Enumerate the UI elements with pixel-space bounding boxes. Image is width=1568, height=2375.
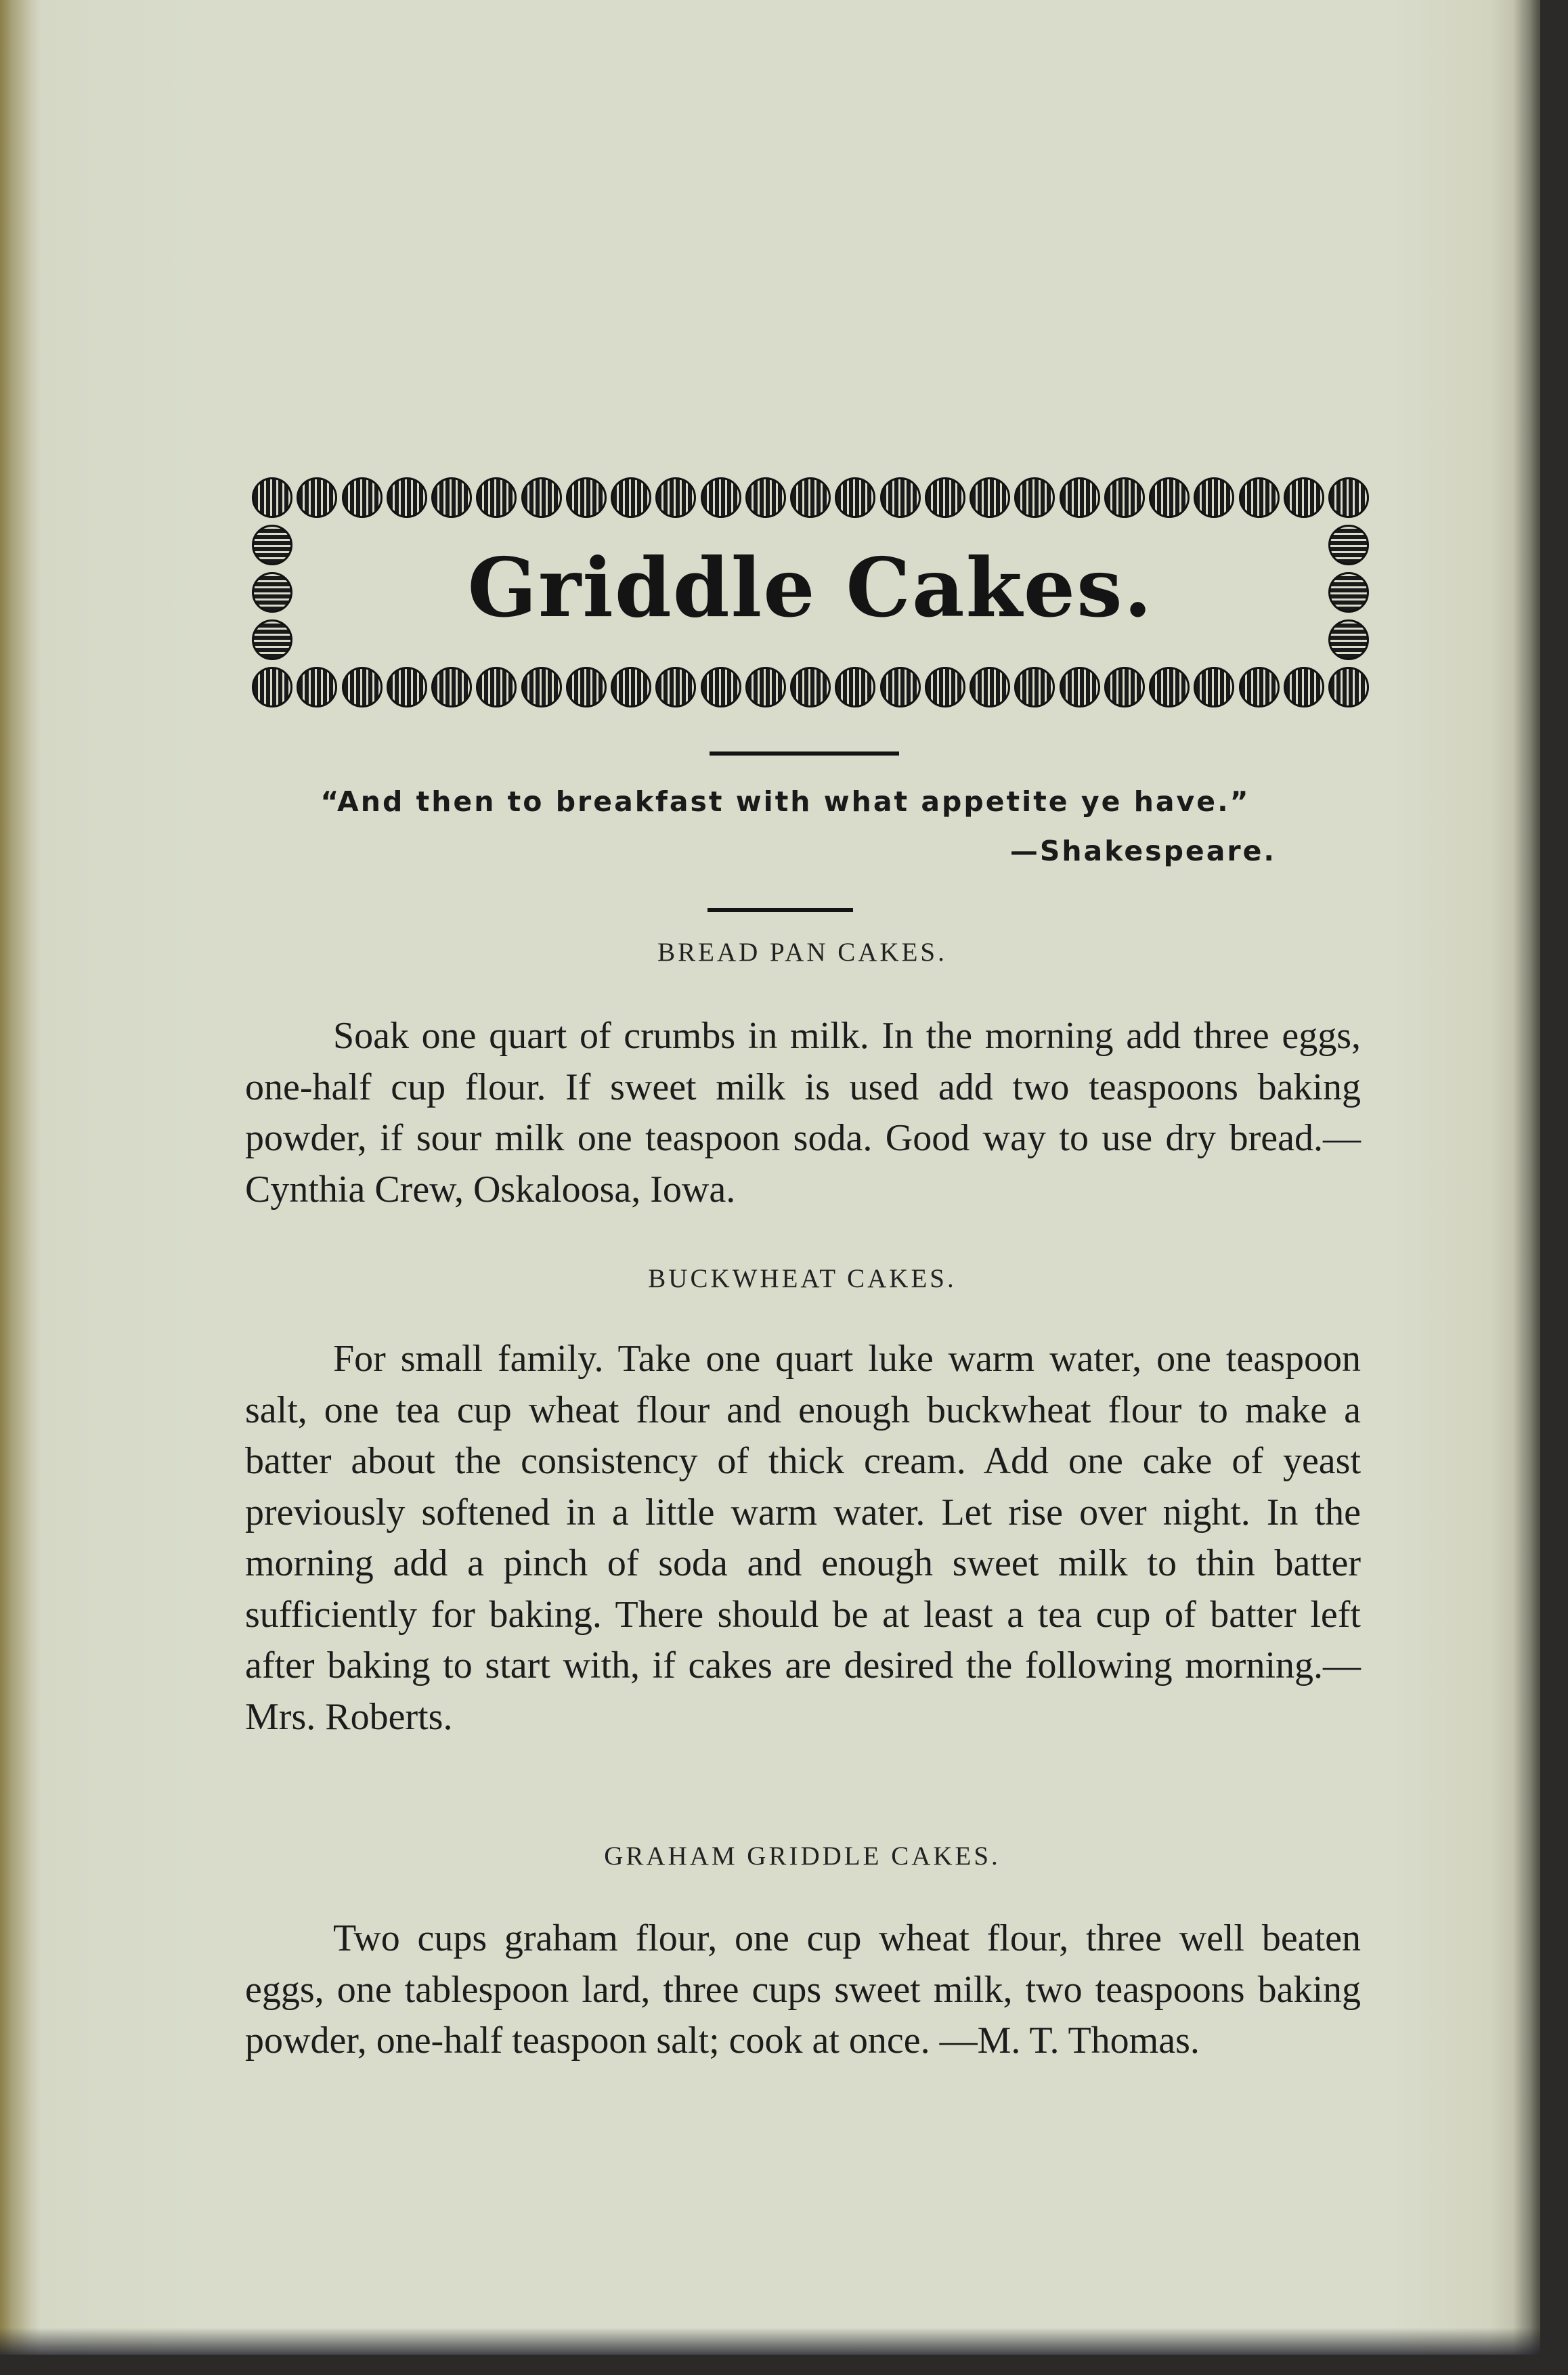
ornament-shell-icon <box>970 667 1010 707</box>
ornament-shell-icon <box>701 477 741 518</box>
ornament-shell-icon <box>701 667 741 707</box>
ornament-shell-icon <box>1194 477 1234 518</box>
ornament-shell-icon <box>880 667 921 707</box>
ornament-shell-icon <box>970 477 1010 518</box>
ornament-shell-icon <box>655 477 696 518</box>
ornament-shell-icon <box>1149 477 1190 518</box>
ornament-shell-icon <box>611 477 651 518</box>
ornament-shell-icon <box>880 477 921 518</box>
ornament-shell-icon <box>297 477 337 518</box>
ornament-shell-icon <box>745 477 786 518</box>
ornament-shell-icon <box>566 477 607 518</box>
recipe-text-bread-pan: Soak one quart of crumbs in milk. In the morning add three eggs, one-half cup flour. If sweet milk is used add two teaspoons baking powder, if sour milk one teaspoon soda. Good way to use dry bread.—Cynthia Crew, Oskaloosa, Iowa. <box>245 1015 1361 1211</box>
ornament-shell-icon <box>521 667 562 707</box>
divider-rule-bottom <box>707 908 853 912</box>
ornament-shell-icon <box>566 667 607 707</box>
ornament-shell-icon <box>1284 667 1324 707</box>
page-bottom-edge <box>0 2328 1540 2355</box>
ornament-shell-icon <box>835 667 875 707</box>
ornament-shell-icon <box>1104 667 1145 707</box>
ornament-shell-icon <box>431 667 472 707</box>
recipe-heading-graham: GRAHAM GRIDDLE CAKES. <box>604 1842 1001 1871</box>
ornament-shell-icon <box>1060 477 1100 518</box>
ornament-shell-icon <box>1328 477 1369 518</box>
ornament-shell-icon <box>476 667 517 707</box>
ornament-shell-icon <box>1014 477 1055 518</box>
ornament-shell-icon <box>1239 477 1280 518</box>
ornament-shell-icon <box>611 667 651 707</box>
ornament-shell-icon <box>1149 667 1190 707</box>
ornament-shell-icon <box>1328 667 1369 707</box>
ornament-shell-icon <box>252 667 292 707</box>
recipe-text-buckwheat: For small family. Take one quart luke warm water, one teaspoon salt, one tea cup wheat flour and enough buckwheat flour to make a batter about the consistency of thick cream. Add one cake of yeast previously softened in a little warm water. Let rise over night. In the morning add a pinch of soda and enough sweet milk to thin batter sufficiently for baking. There should be at least a tea cup of batter left after baking to start with, if cakes are desired the following morning.—Mrs. Roberts. <box>245 1338 1361 1738</box>
ornament-shell-icon <box>925 477 965 518</box>
divider-rule-top <box>710 751 899 756</box>
spine-shadow <box>0 0 41 2355</box>
page-edge-shadow <box>1513 0 1540 2355</box>
ornament-shell-icon <box>342 477 383 518</box>
ornament-shell-icon <box>925 667 965 707</box>
ornament-border-top <box>252 474 1369 521</box>
chapter-title: Griddle Cakes. <box>467 540 1154 636</box>
ornament-shell-icon <box>1194 667 1234 707</box>
ornament-shell-icon <box>790 477 831 518</box>
ornament-shell-icon <box>252 477 292 518</box>
ornament-shell-icon <box>1014 667 1055 707</box>
ornament-border-bottom <box>252 663 1369 711</box>
ornament-shell-icon <box>1284 477 1324 518</box>
ornament-shell-icon <box>342 667 383 707</box>
recipe-text-graham: Two cups graham flour, one cup wheat flour, three well beaten eggs, one tablespoon lard, three cups sweet milk, two teaspoons baking powder, one-half teaspoon salt; cook at once. —M. T. Thomas. <box>245 1917 1361 2062</box>
recipe-heading-bread-pan: BREAD PAN CAKES. <box>657 938 947 967</box>
ornament-shell-icon <box>387 667 427 707</box>
ornament-shell-icon <box>521 477 562 518</box>
ornament-shell-icon <box>297 667 337 707</box>
ornament-shell-icon <box>387 477 427 518</box>
ornament-shell-icon <box>745 667 786 707</box>
recipe-heading-buckwheat: BUCKWHEAT CAKES. <box>648 1264 957 1293</box>
epigraph-attribution: —Shakespeare. <box>1009 835 1276 867</box>
ornament-shell-icon <box>1239 667 1280 707</box>
ornamental-title-frame <box>252 474 1369 711</box>
ornament-shell-icon <box>655 667 696 707</box>
ornament-shell-icon <box>431 477 472 518</box>
ornament-shell-icon <box>1060 667 1100 707</box>
ornament-shell-icon <box>1104 477 1145 518</box>
ornament-shell-icon <box>835 477 875 518</box>
ornament-shell-icon <box>476 477 517 518</box>
epigraph-quote: “And then to breakfast with what appetite ye have.” <box>320 785 1250 818</box>
ornament-shell-icon <box>790 667 831 707</box>
